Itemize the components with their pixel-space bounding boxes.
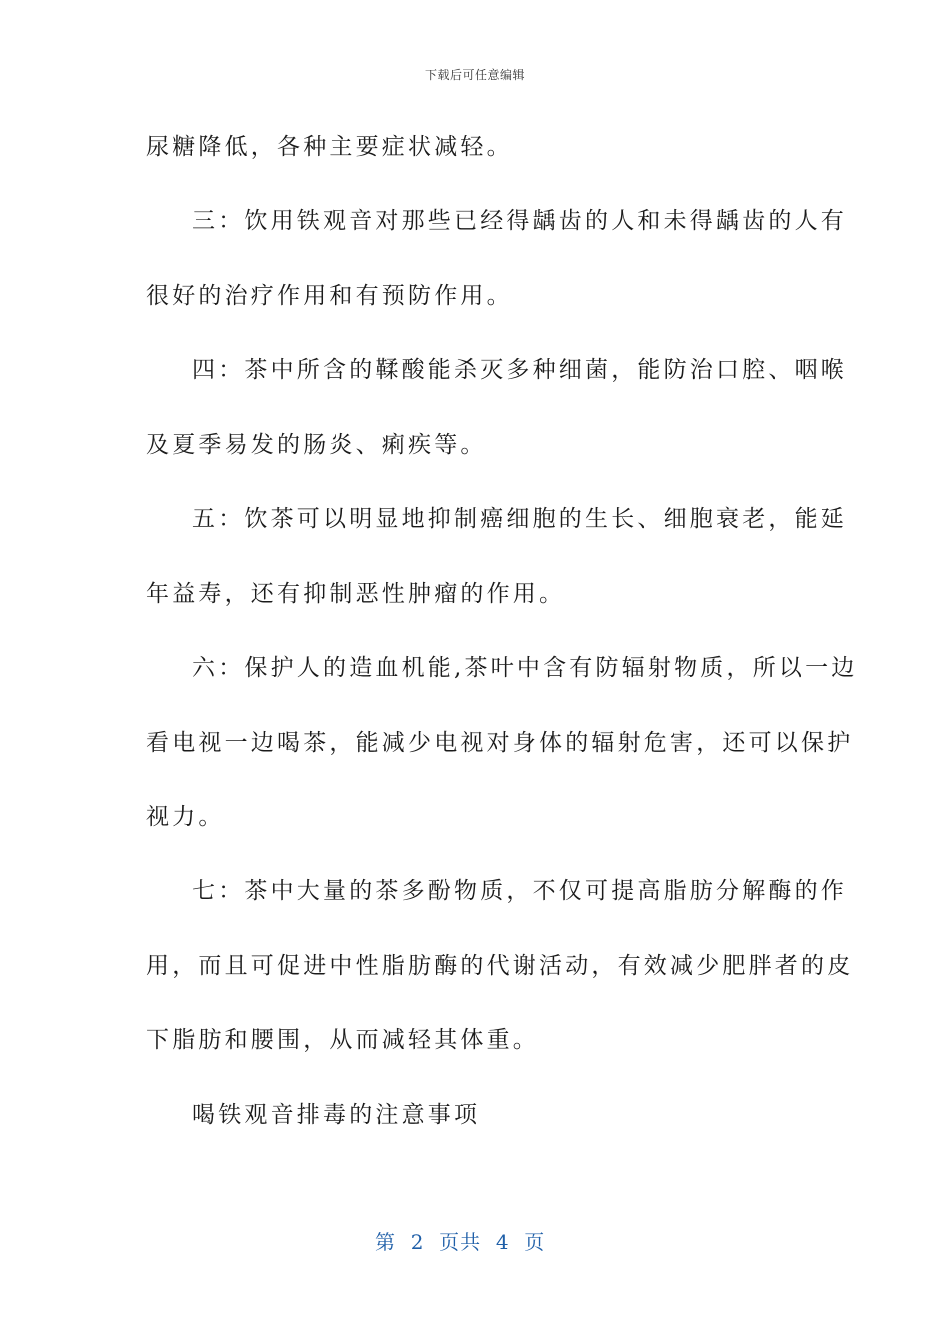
body-line: 看电视一边喝茶，能减少电视对身体的辐射危害，还可以保护 <box>146 730 854 756</box>
body-line: 及夏季易发的肠炎、痢疾等。 <box>146 432 487 458</box>
page-header-note: 下载后可任意编辑 <box>424 68 525 82</box>
body-line: 五：饮茶可以明显地抑制癌细胞的生长、细胞衰老，能延 <box>192 506 847 532</box>
body-line: 用，而且可促进中性脂肪酶的代谢活动，有效减少肥胖者的皮 <box>146 953 854 979</box>
body-line: 很好的治疗作用和有预防作用。 <box>146 283 513 309</box>
body-line: 下脂肪和腰围，从而减轻其体重。 <box>146 1027 539 1053</box>
body-line: 七：茶中大量的茶多酚物质，不仅可提高脂肪分解酶的作 <box>192 878 847 904</box>
section-heading: 喝铁观音排毒的注意事项 <box>192 1102 481 1128</box>
page-number-footer: 第 2 页共 4 页 <box>375 1230 546 1254</box>
body-line: 四：茶中所含的鞣酸能杀灭多种细菌，能防治口腔、咽喉 <box>192 357 847 383</box>
body-line: 尿糖降低，各种主要症状减轻。 <box>146 134 513 160</box>
body-line: 年益寿，还有抑制恶性肿瘤的作用。 <box>146 581 566 607</box>
body-line: 三：饮用铁观音对那些已经得龋齿的人和未得龋齿的人有 <box>192 208 847 234</box>
body-line: 视力。 <box>146 804 225 830</box>
body-line: 六：保护人的造血机能,茶叶中含有防辐射物质，所以一边 <box>192 655 858 681</box>
